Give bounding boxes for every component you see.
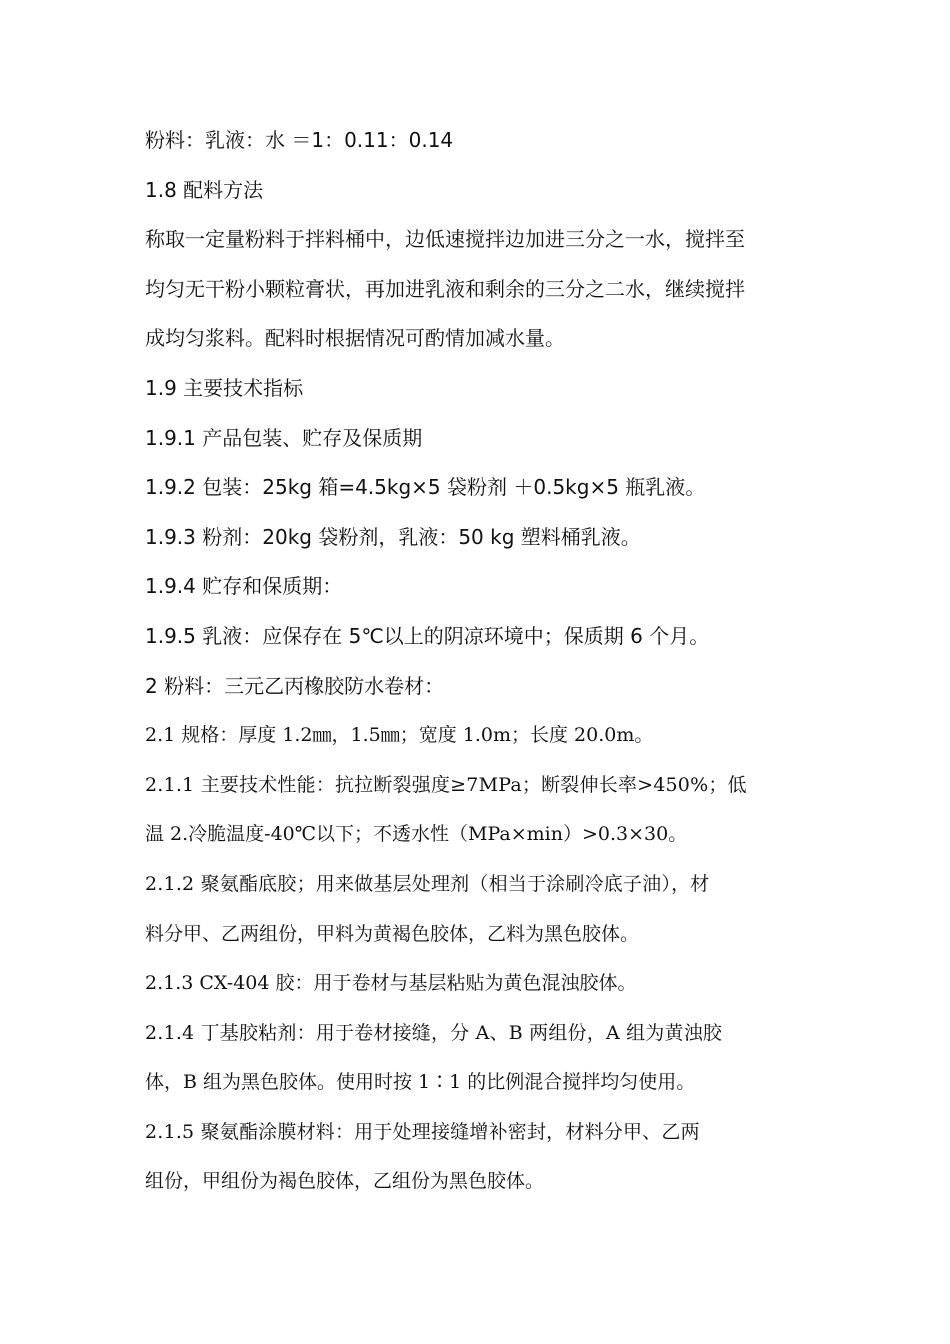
section-heading: 1.8 配料方法 [145,177,264,202]
text-line: 成均匀浆料。配料时根据情况可酌情加减水量。 [145,326,565,351]
subsection-heading: 1.9.1 产品包装、贮存及保质期 [145,425,423,450]
text-line: 体，B 组为黑色胶体。使用时按 1∶1 的比例混合搅拌均匀使用。 [145,1071,696,1094]
section-heading: 2 粉料：三元乙丙橡胶防水卷材： [145,673,445,698]
text-line: 均匀无干粉小颗粒膏状，再加进乳液和剩余的三分之二水，继续搅拌 [145,276,745,301]
text-line: 1.9.5 乳液：应保存在 5℃以上的阴凉环境中；保质期 6 个月。 [145,623,710,648]
text-line: 2.1.4 丁基胶粘剂：用于卷材接缝，分 A、B 两组份，A 组为黄浊胶 [145,1021,723,1044]
text-line: 称取一定量粉料于拌料桶中，边低速搅拌边加进三分之一水，搅拌至 [145,227,745,252]
text-line: 料分甲、乙两组份，甲料为黄褐色胶体，乙料为黑色胶体。 [145,922,640,945]
text-line: 2.1.2 聚氨酯底胶；用来做基层处理剂（相当于涂刷冷底子油），材 [145,872,710,895]
text-line: 组份，甲组份为褐色胶体，乙组份为黑色胶体。 [145,1170,545,1193]
document-body [145,116,813,1207]
text-line: 1.9.4 贮存和保质期： [145,574,343,599]
text-line: 2.1.3 CX-404 胶：用于卷材与基层粘贴为黄色混浊胶体。 [145,972,637,995]
text-line: 2.1 规格：厚度 1.2㎜，1.5㎜；宽度 1.0m；长度 20.0m。 [145,724,654,747]
section-heading: 1.9 主要技术指标 [145,375,304,400]
text-line: 粉料：乳液：水 ＝1：0.11：0.14 [145,128,454,152]
text-line: 2.1.1 主要技术性能：抗拉断裂强度≥7MPa；断裂伸长率>450%；低 [145,773,747,796]
text-line: 1.9.3 粉剂：20kg 袋粉剂，乳液：50 kg 塑料桶乳液。 [145,524,641,549]
text-line: 温 2.冷脆温度-40℃以下；不透水性（MPa×min）>0.3×30。 [145,823,688,846]
text-line: 2.1.5 聚氨酯涂膜材料：用于处理接缝增补密封，材料分甲、乙两 [145,1120,700,1143]
text-line: 1.9.2 包装：25kg 箱=4.5kg×5 袋粉剂 ＋0.5kg×5 瓶乳液。 [145,475,706,500]
